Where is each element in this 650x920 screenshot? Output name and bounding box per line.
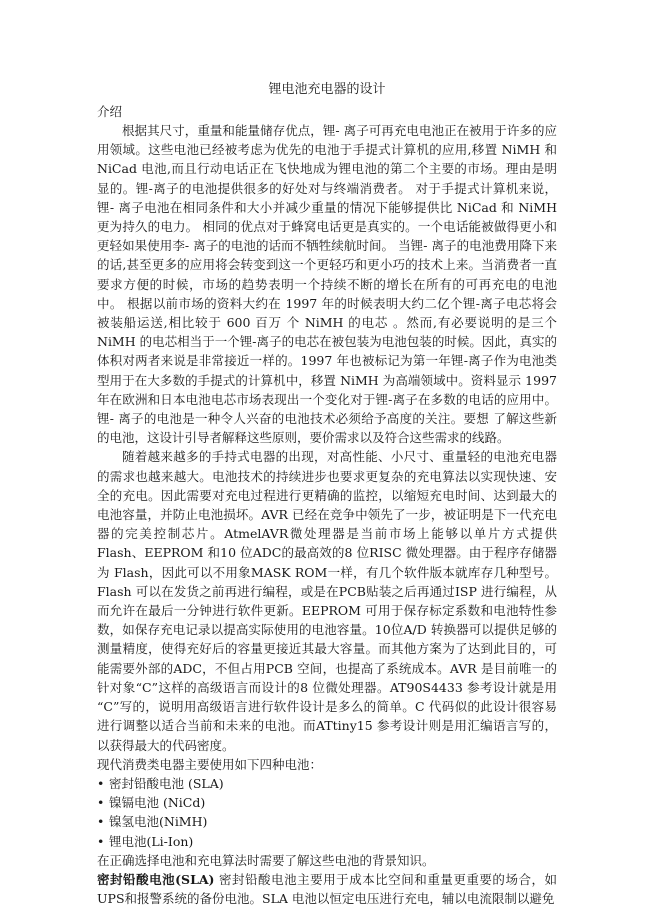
list-item: • 密封铅酸电池 (SLA): [97, 774, 557, 793]
list-item: • 镍镉电池 (NiCd): [97, 793, 557, 812]
bullet-icon: •: [97, 814, 105, 830]
bullet-icon: •: [97, 833, 105, 849]
battery-list-intro: 现代消费类电器主要使用如下四种电池：: [97, 756, 323, 772]
list-item: • 镍氢电池(NiMH): [97, 812, 557, 831]
bullet-icon: •: [97, 795, 105, 811]
document-page: [97, 80, 557, 908]
list-item: • 锂电池(Li-Ion): [97, 832, 557, 851]
sla-heading: 密封铅酸电池(SLA): [97, 871, 215, 887]
intro-paragraph-1: 根据其尺寸，重量和能量储存优点，锂- 离子可再充电电池正在被用于许多的应用领域。这些电池已经被考虑为优先的电池于手提式计算机的应用,移置 NiMH 和 NiCad 电池,而且行动电话正在飞快地成为锂电池的第二个主要的市场。理由是明显的。锂-离子的电池提供很多的好处对与终端消费者。 对于手提式计算机来说，锂- 离子电池在相同条件和大小并减少重量的情况下能够提供比 NiCad 和 NiMH 更为持久的电力。 相同的优点对于蜂窝电话更是真实的。一个电话能被做得更小和更轻如果使用李- 离子的电池的话而不牺牲续航时间。 当锂- 离子的电池费用降下来的话,甚至更多的应用将会转变到这一个更轻巧和更小巧的技术上来。当消费者一直要求方便的时候，市场的趋势表明一个持续不断的增长在所有的可再充电的电池中。 根据以前市场的资料大约在 1997 年的时候表明大约二亿个锂-离子电芯将会被装船运送,相比较于 600 百万 个 NiMH 的电芯 。然而,有必要说明的是三个 NiMH 的电芯相当于一个锂-离子的电芯在被包装为电池包装的时候。因此，真实的体积对两者来说是非常接近一样的。1997 年也被标记为第一年锂-离子作为电池类型用于在大多数的手提式的计算机中，移置 NiMH 为高端领域中。资料显示 1997 年在欧洲和日本电池电芯市场表现出一个变化对于锂-离子在多数的电话的应用中。锂- 离子的电池是一种令人兴奋的电池技术必须给予高度的关注。要想 了解这些新的电池，这设计引导者解释这些原则，要价需求以及符合这些需求的线路。: [97, 123, 557, 446]
background-note: 在正确选择电池和充电算法时需要了解这些电池的背景知识。: [97, 852, 435, 868]
battery-type-list: [97, 774, 557, 851]
sla-paragraph: [97, 870, 557, 908]
intro-heading: 介绍: [97, 104, 123, 119]
intro-paragraph-2: 随着越来越多的手持式电器的出现，对高性能、小尺寸、重量轻的电池充电器的需求也越来越大。电池技术的持续进步也要求更复杂的充电算法以实现快速、安全的充电。因此需要对充电过程进行更精确的监控，以缩短充电时间、达到最大的电池容量，并防止电池损坏。AVR 已经在竞争中领先了一步，被证明是下一代充电器的完美控制芯片。AtmelAVR微处理器是当前市场上能够以单片方式提供 Flash、EEPROM 和10 位ADC的最高效的8 位RISC 微处理器。由于程序存储器为 Flash，因此可以不用象MASK ROM一样，有几个软件版本就库存几种型号。Flash 可以在发货之前再进行编程，或是在PCB贴装之后再通过ISP 进行编程，从而允许在最后一分钟进行软件更新。EEPROM 可用于保存标定系数和电池特性参数，如保存充电记录以提高实际使用的电池容量。10位A/D 转换器可以提供足够的测量精度，使得充好后的容量更接近其最大容量。而其他方案为了达到此目的，可能需要外部的ADC，不但占用PCB 空间，也提高了系统成本。AVR 是目前唯一的针对象“C”这样的高级语言而设计的8 位微处理器。AT90S4433 参考设计就是用 “C”写的，说明用高级语言进行软件设计是多么的简单。C 代码似的此设计很容易进行调整以适合当前和未来的电池。而ATtiny15 参考设计则是用汇编语言写的，以获得最大的代码密度。: [97, 449, 557, 753]
bullet-icon: •: [97, 775, 105, 791]
document-title: 锂电池充电器的设计: [268, 82, 386, 97]
sla-text: 密封铅酸电池主要用于成本比空间和重量更重要的场合，如 UPS和报警系统的备份电池。SLA 电池以恒定电压进行充电，辅以电流限制以避免: [97, 871, 558, 907]
